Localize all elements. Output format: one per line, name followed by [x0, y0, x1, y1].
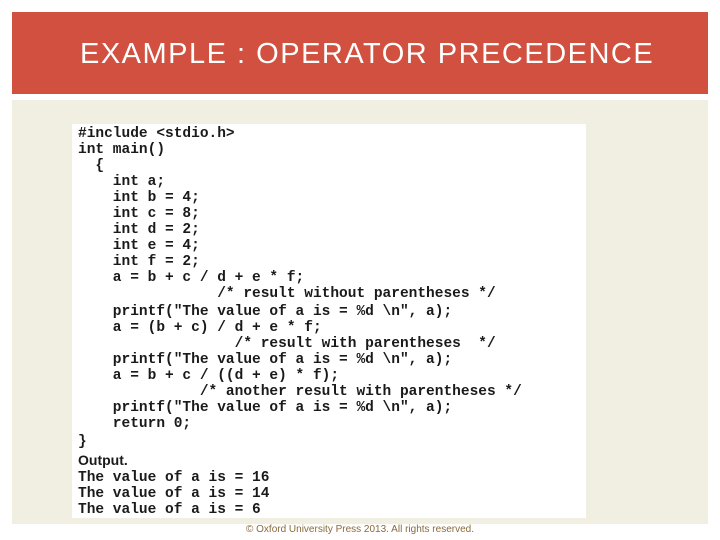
- code-line: a = b + c / d + e * f;: [78, 270, 305, 286]
- code-comment: /* another result with parentheses */: [78, 384, 522, 400]
- code-line: }: [78, 434, 87, 450]
- code-line: int b = 4;: [78, 190, 200, 206]
- code-line: int f = 2;: [78, 254, 200, 270]
- code-line: return 0;: [78, 416, 192, 432]
- code-line: printf("The value of a is = %d \n", a);: [78, 304, 453, 320]
- code-comment: /* result without parentheses */: [78, 286, 496, 302]
- code-line: {: [78, 158, 105, 174]
- copyright-footer: © Oxford University Press 2013. All rights reserved.: [245, 524, 474, 535]
- output-label: Output.: [78, 452, 128, 468]
- code-line: int d = 2;: [78, 222, 200, 238]
- code-line: int a;: [78, 174, 166, 190]
- code-line: printf("The value of a is = %d \n", a);: [78, 400, 453, 416]
- code-line: a = b + c / ((d + e) * f);: [78, 368, 340, 384]
- code-line: int main(): [78, 142, 166, 158]
- code-comment: /* result with parentheses */: [78, 336, 496, 352]
- code-line: int c = 8;: [78, 206, 200, 222]
- output-line: The value of a is = 14: [78, 486, 270, 502]
- code-line: #include <stdio.h>: [78, 126, 235, 142]
- code-image: [72, 124, 586, 518]
- output-line: The value of a is = 6: [78, 502, 261, 518]
- code-line: printf("The value of a is = %d \n", a);: [78, 352, 453, 368]
- code-line: int e = 4;: [78, 238, 200, 254]
- output-line: The value of a is = 16: [78, 470, 270, 486]
- code-line: a = (b + c) / d + e * f;: [78, 320, 322, 336]
- slide-title: EXAMPLE : OPERATOR PRECEDENCE: [80, 38, 655, 70]
